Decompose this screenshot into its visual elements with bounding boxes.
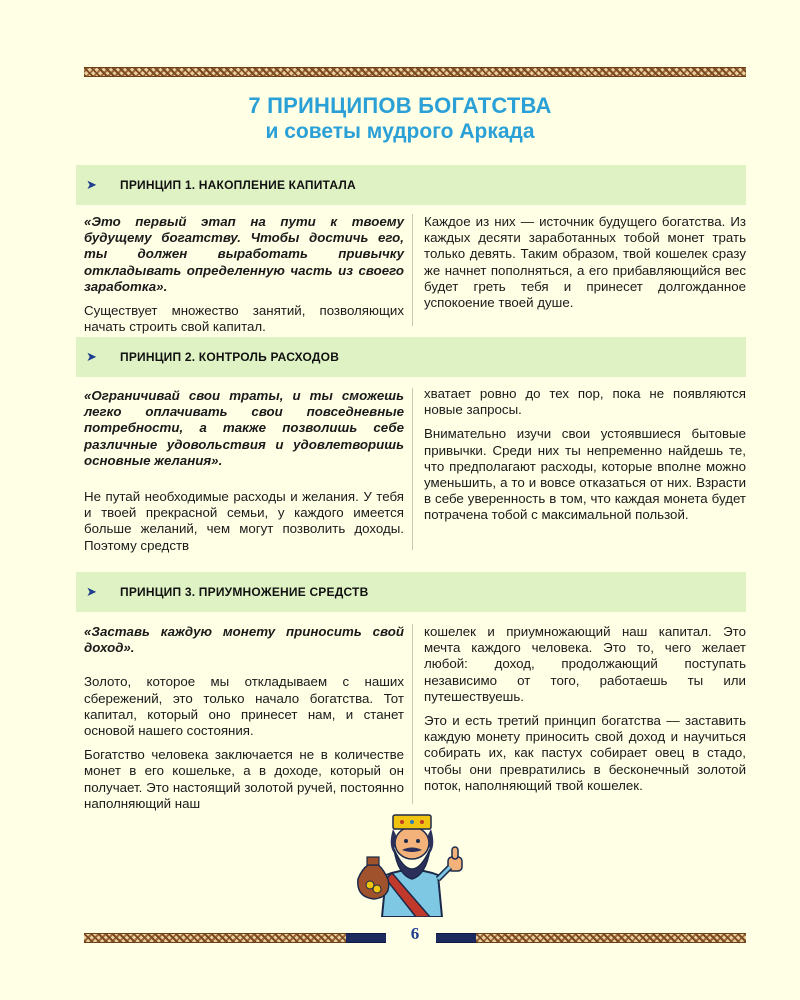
principle-3-left-column — [84, 624, 404, 820]
page-title: 7 ПРИНЦИПОВ БОГАТСТВА — [248, 93, 552, 118]
column-divider — [412, 388, 413, 550]
principle-3-heading: ПРИНЦИП 3. ПРИУМНОЖЕНИЕ СРЕДСТВ — [120, 585, 369, 599]
top-ornament-border — [84, 67, 746, 77]
principle-2-paragraph: Внимательно изучи свои устоявшиеся бытовые привычки. Среди них ты непременно найдешь те, что предполагают расходы, которые вполне можно уменьшить, а то и вовсе отказаться от них. Взрасти в себе уверенность в том, что каждая монета будет потрачена тобой с максимальной пользой. — [424, 426, 746, 523]
principle-3-quote: «Заставь каждую монету приносить свой доход». — [84, 624, 404, 656]
page-number: 6 — [410, 924, 420, 943]
column-divider — [412, 214, 413, 326]
principle-3-paragraph: кошелек и приумножающий наш капитал. Это мечта каждого человека. Это то, чего желает любой: доход, продолжающий поступать независимо от того, работаешь ты или путешествуешь. — [424, 624, 746, 704]
principle-1-right-column — [424, 214, 746, 319]
principle-1-paragraph: Существует множество занятий, позволяющих начать строить свой капитал. — [84, 303, 404, 335]
principle-2-heading: ПРИНЦИП 2. КОНТРОЛЬ РАСХОДОВ — [120, 350, 340, 364]
principle-2-header — [76, 337, 746, 377]
principle-1-paragraph: Каждое из них — источник будущего богатства. Из каждых десяти заработанных тобой монет трать только девять. Таким образом, твой кошелек сразу же начнет пополняться, а его прибавляющийся вес будет греть тебя и принесет долгожданное успокоение твоей душе. — [424, 214, 746, 311]
principle-3-right-column — [424, 624, 746, 802]
arrow-bullet-icon: ➤ — [86, 349, 97, 364]
bottom-ornament-accent — [346, 933, 386, 943]
principle-1-quote: «Это первый этап на пути к твоему будущему богатству. Чтобы достичь его, ты должен выработать привычку откладывать определенную часть из своего заработка». — [84, 214, 404, 294]
arrow-bullet-icon: ➤ — [86, 177, 97, 192]
arrow-bullet-icon: ➤ — [86, 584, 97, 599]
principle-1-header — [76, 165, 746, 205]
principle-2-right-column — [424, 386, 746, 532]
column-divider — [412, 624, 413, 804]
principle-1-left-column — [84, 214, 404, 343]
principle-2-quote: «Ограничивай свои траты, и ты сможешь легко оплачивать свои повседневные потребности, а также позволишь себе различные удовольствия и удовлетворишь основные желания». — [84, 388, 404, 468]
principle-2-paragraph: хватает ровно до тех пор, пока не появляются новые запросы. — [424, 386, 746, 418]
bottom-ornament-border-left — [84, 933, 382, 943]
principle-3-paragraph: Золото, которое мы откладываем с наших сбережений, это только начало богатства. Тот капитал, который оно принесет нам, и станет основой нашего состояния. — [84, 674, 404, 739]
bottom-ornament-border-right — [476, 933, 746, 943]
principle-2-paragraph: Не путай необходимые расходы и желания. У тебя и твоей прекрасной семьи, у каждого имеется больше желаний, чем могут позволить доходы. Поэтому средств — [84, 489, 404, 553]
principle-3-paragraph: Это и есть третий принцип богатства — заставить каждую монету приносить свой доход и научиться собирать их, как пастух собирает овец в стадо, чтобы они превратились в бесконечный золотой поток, наполняющий твой кошелек. — [424, 713, 746, 793]
bottom-ornament-accent — [436, 933, 476, 943]
principle-2-left-column — [84, 388, 404, 562]
principle-3-header — [76, 572, 746, 612]
principle-3-paragraph: Богатство человека заключается не в количестве монет в его кошельке, а в доходе, который он получает. Это настоящий золотой ручей, постоянно наполняющий наш — [84, 747, 404, 811]
principle-1-heading: ПРИНЦИП 1. НАКОПЛЕНИЕ КАПИТАЛА — [120, 178, 356, 192]
page-subtitle: и советы мудрого Аркада — [265, 120, 535, 143]
arkad-king-icon — [352, 805, 472, 917]
